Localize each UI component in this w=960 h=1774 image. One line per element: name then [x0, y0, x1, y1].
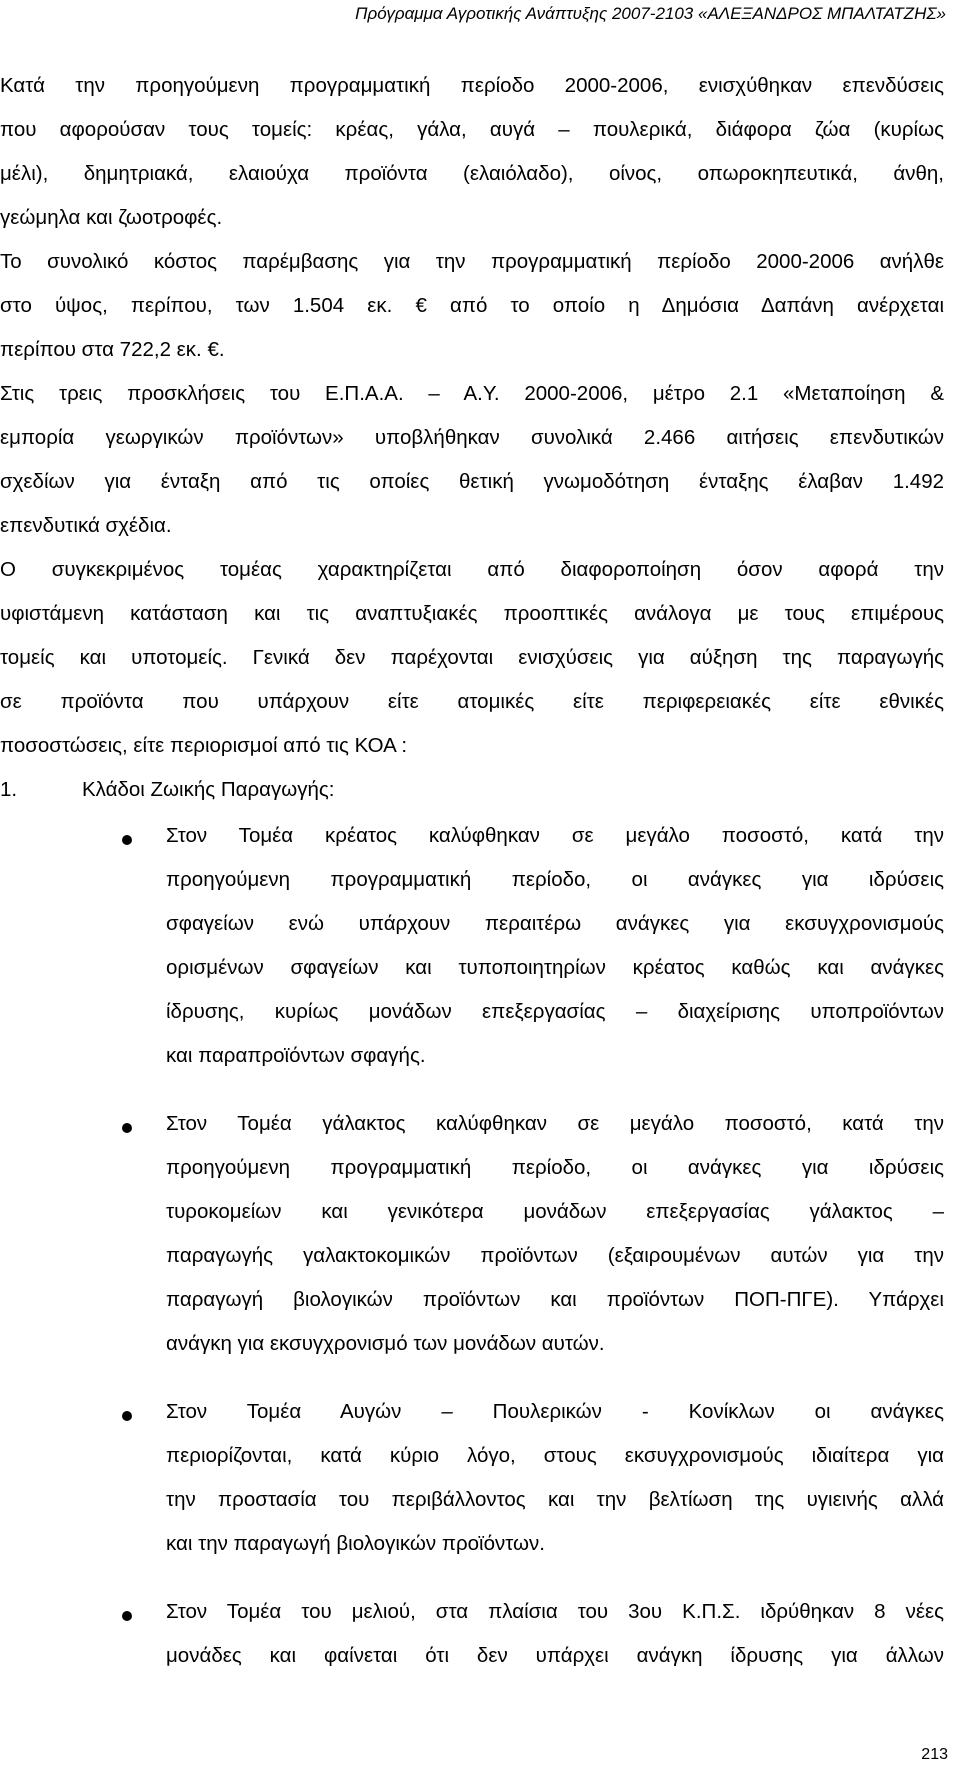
paragraph-4-line-5: ποσοστώσεις, είτε περιορισμοί από τις ΚΟΑ : [0, 734, 408, 757]
paragraph-1-line-2: που αφορούσαν τους τομείς: κρέας, γάλα, αυγά – πουλερικά, διάφορα ζώα (κυρίως [0, 118, 944, 141]
paragraph-3-line-4: επενδυτικά σχέδια. [0, 514, 172, 537]
bullet-2-line-1: Στον Τομέα γάλακτος καλύφθηκαν σε μεγάλο ποσοστό, κατά την [166, 1112, 944, 1135]
paragraph-4-line-3: τομείς και υποτομείς. Γενικά δεν παρέχονται ενισχύσεις για αύξηση της παραγωγής [0, 646, 944, 669]
bullet-2-line-2: προηγούμενη προγραμματική περίοδο, οι ανάγκες για ιδρύσεις [166, 1156, 944, 1179]
bullet-1-line-2: προηγούμενη προγραμματική περίοδο, οι ανάγκες για ιδρύσεις [166, 868, 944, 891]
paragraph-4-line-4: σε προϊόντα που υπάρχουν είτε ατομικές είτε περιφερειακές είτε εθνικές [0, 690, 944, 713]
bullet-3-line-4: και την παραγωγή βιολογικών προϊόντων. [166, 1532, 545, 1555]
bullet-1-line-1: Στον Τομέα κρέατος καλύφθηκαν σε μεγάλο ποσοστό, κατά την [166, 824, 944, 847]
paragraph-1-line-3: μέλι), δημητριακά, ελαιούχα προϊόντα (ελαιόλαδο), οίνος, οπωροκηπευτικά, άνθη, [0, 162, 944, 185]
paragraph-2-line-1: Το συνολικό κόστος παρέμβασης για την προγραμματική περίοδο 2000-2006 ανήλθε [0, 250, 944, 273]
paragraph-2-line-3: περίπου στα 722,2 εκ. €. [0, 338, 225, 361]
bullet-dot-icon [122, 1611, 132, 1621]
bullet-1-line-6: και παραπροϊόντων σφαγής. [166, 1044, 426, 1067]
bullet-2-line-4: παραγωγής γαλακτοκομικών προϊόντων (εξαιρουμένων αυτών για την [166, 1244, 944, 1267]
bullet-1-line-3: σφαγείων ενώ υπάρχουν περαιτέρω ανάγκες για εκσυγχρονισμούς [166, 912, 944, 935]
bullet-dot-icon [122, 1123, 132, 1133]
paragraph-4-line-1: Ο συγκεκριμένος τομέας χαρακτηρίζεται από διαφοροποίηση όσον αφορά την [0, 558, 944, 581]
paragraph-3-line-1: Στις τρεις προσκλήσεις του Ε.Π.Α.Α. – Α.Υ. 2000-2006, μέτρο 2.1 «Μεταποίηση & [0, 382, 944, 405]
bullet-dot-icon [122, 835, 132, 845]
bullet-3-line-3: την προστασία του περιβάλλοντος και την βελτίωση της υγιεινής αλλά [166, 1488, 944, 1511]
bullet-1-line-4: ορισμένων σφαγείων και τυποποιητηρίων κρέατος καθώς και ανάγκες [166, 956, 944, 979]
section-title: Κλάδοι Ζωικής Παραγωγής: [82, 778, 335, 801]
paragraph-1-line-1: Κατά την προηγούμενη προγραμματική περίοδο 2000-2006, ενισχύθηκαν επενδύσεις [0, 74, 944, 97]
bullet-dot-icon [122, 1411, 132, 1421]
running-header: Πρόγραμμα Αγροτικής Ανάπτυξης 2007-2103 «ΑΛΕΞΑΝΔΡΟΣ ΜΠΑΛΤΑΤΖΗΣ» [355, 4, 946, 23]
bullet-2-line-3: τυροκομείων και γενικότερα μονάδων επεξεργασίας γάλακτος – [166, 1200, 944, 1223]
paragraph-4-line-2: υφιστάμενη κατάσταση και τις αναπτυξιακές προοπτικές ανάλογα με τους επιμέρους [0, 602, 944, 625]
bullet-3-line-1: Στον Τομέα Αυγών – Πουλερικών - Κονίκλων οι ανάγκες [166, 1400, 944, 1423]
paragraph-2-line-2: στο ύψος, περίπου, των 1.504 εκ. € από το οποίο η Δημόσια Δαπάνη ανέρχεται [0, 294, 944, 317]
bullet-2-line-6: ανάγκη για εκσυγχρονισμό των μονάδων αυτών. [166, 1332, 605, 1355]
section-number: 1. [0, 778, 18, 801]
paragraph-3-line-2: εμπορία γεωργικών προϊόντων» υποβλήθηκαν συνολικά 2.466 αιτήσεις επενδυτικών [0, 426, 944, 449]
page-number: 213 [921, 1746, 948, 1763]
bullet-1-line-5: ίδρυσης, κυρίως μονάδων επεξεργασίας – διαχείρισης υποπροϊόντων [166, 1000, 944, 1023]
bullet-2-line-5: παραγωγή βιολογικών προϊόντων και προϊόντων ΠΟΠ-ΠΓΕ). Υπάρχει [166, 1288, 944, 1311]
bullet-4-line-1: Στον Τομέα του μελιού, στα πλαίσια του 3ου Κ.Π.Σ. ιδρύθηκαν 8 νέες [166, 1600, 944, 1623]
bullet-4-line-2: μονάδες και φαίνεται ότι δεν υπάρχει ανάγκη ίδρυσης για άλλων [166, 1644, 944, 1667]
bullet-3-line-2: περιορίζονται, κατά κύριο λόγο, στους εκσυγχρονισμούς ιδιαίτερα για [166, 1444, 944, 1467]
paragraph-3-line-3: σχεδίων για ένταξη από τις οποίες θετική γνωμοδότηση ένταξης έλαβαν 1.492 [0, 470, 944, 493]
paragraph-1-line-4: γεώμηλα και ζωοτροφές. [0, 206, 223, 229]
